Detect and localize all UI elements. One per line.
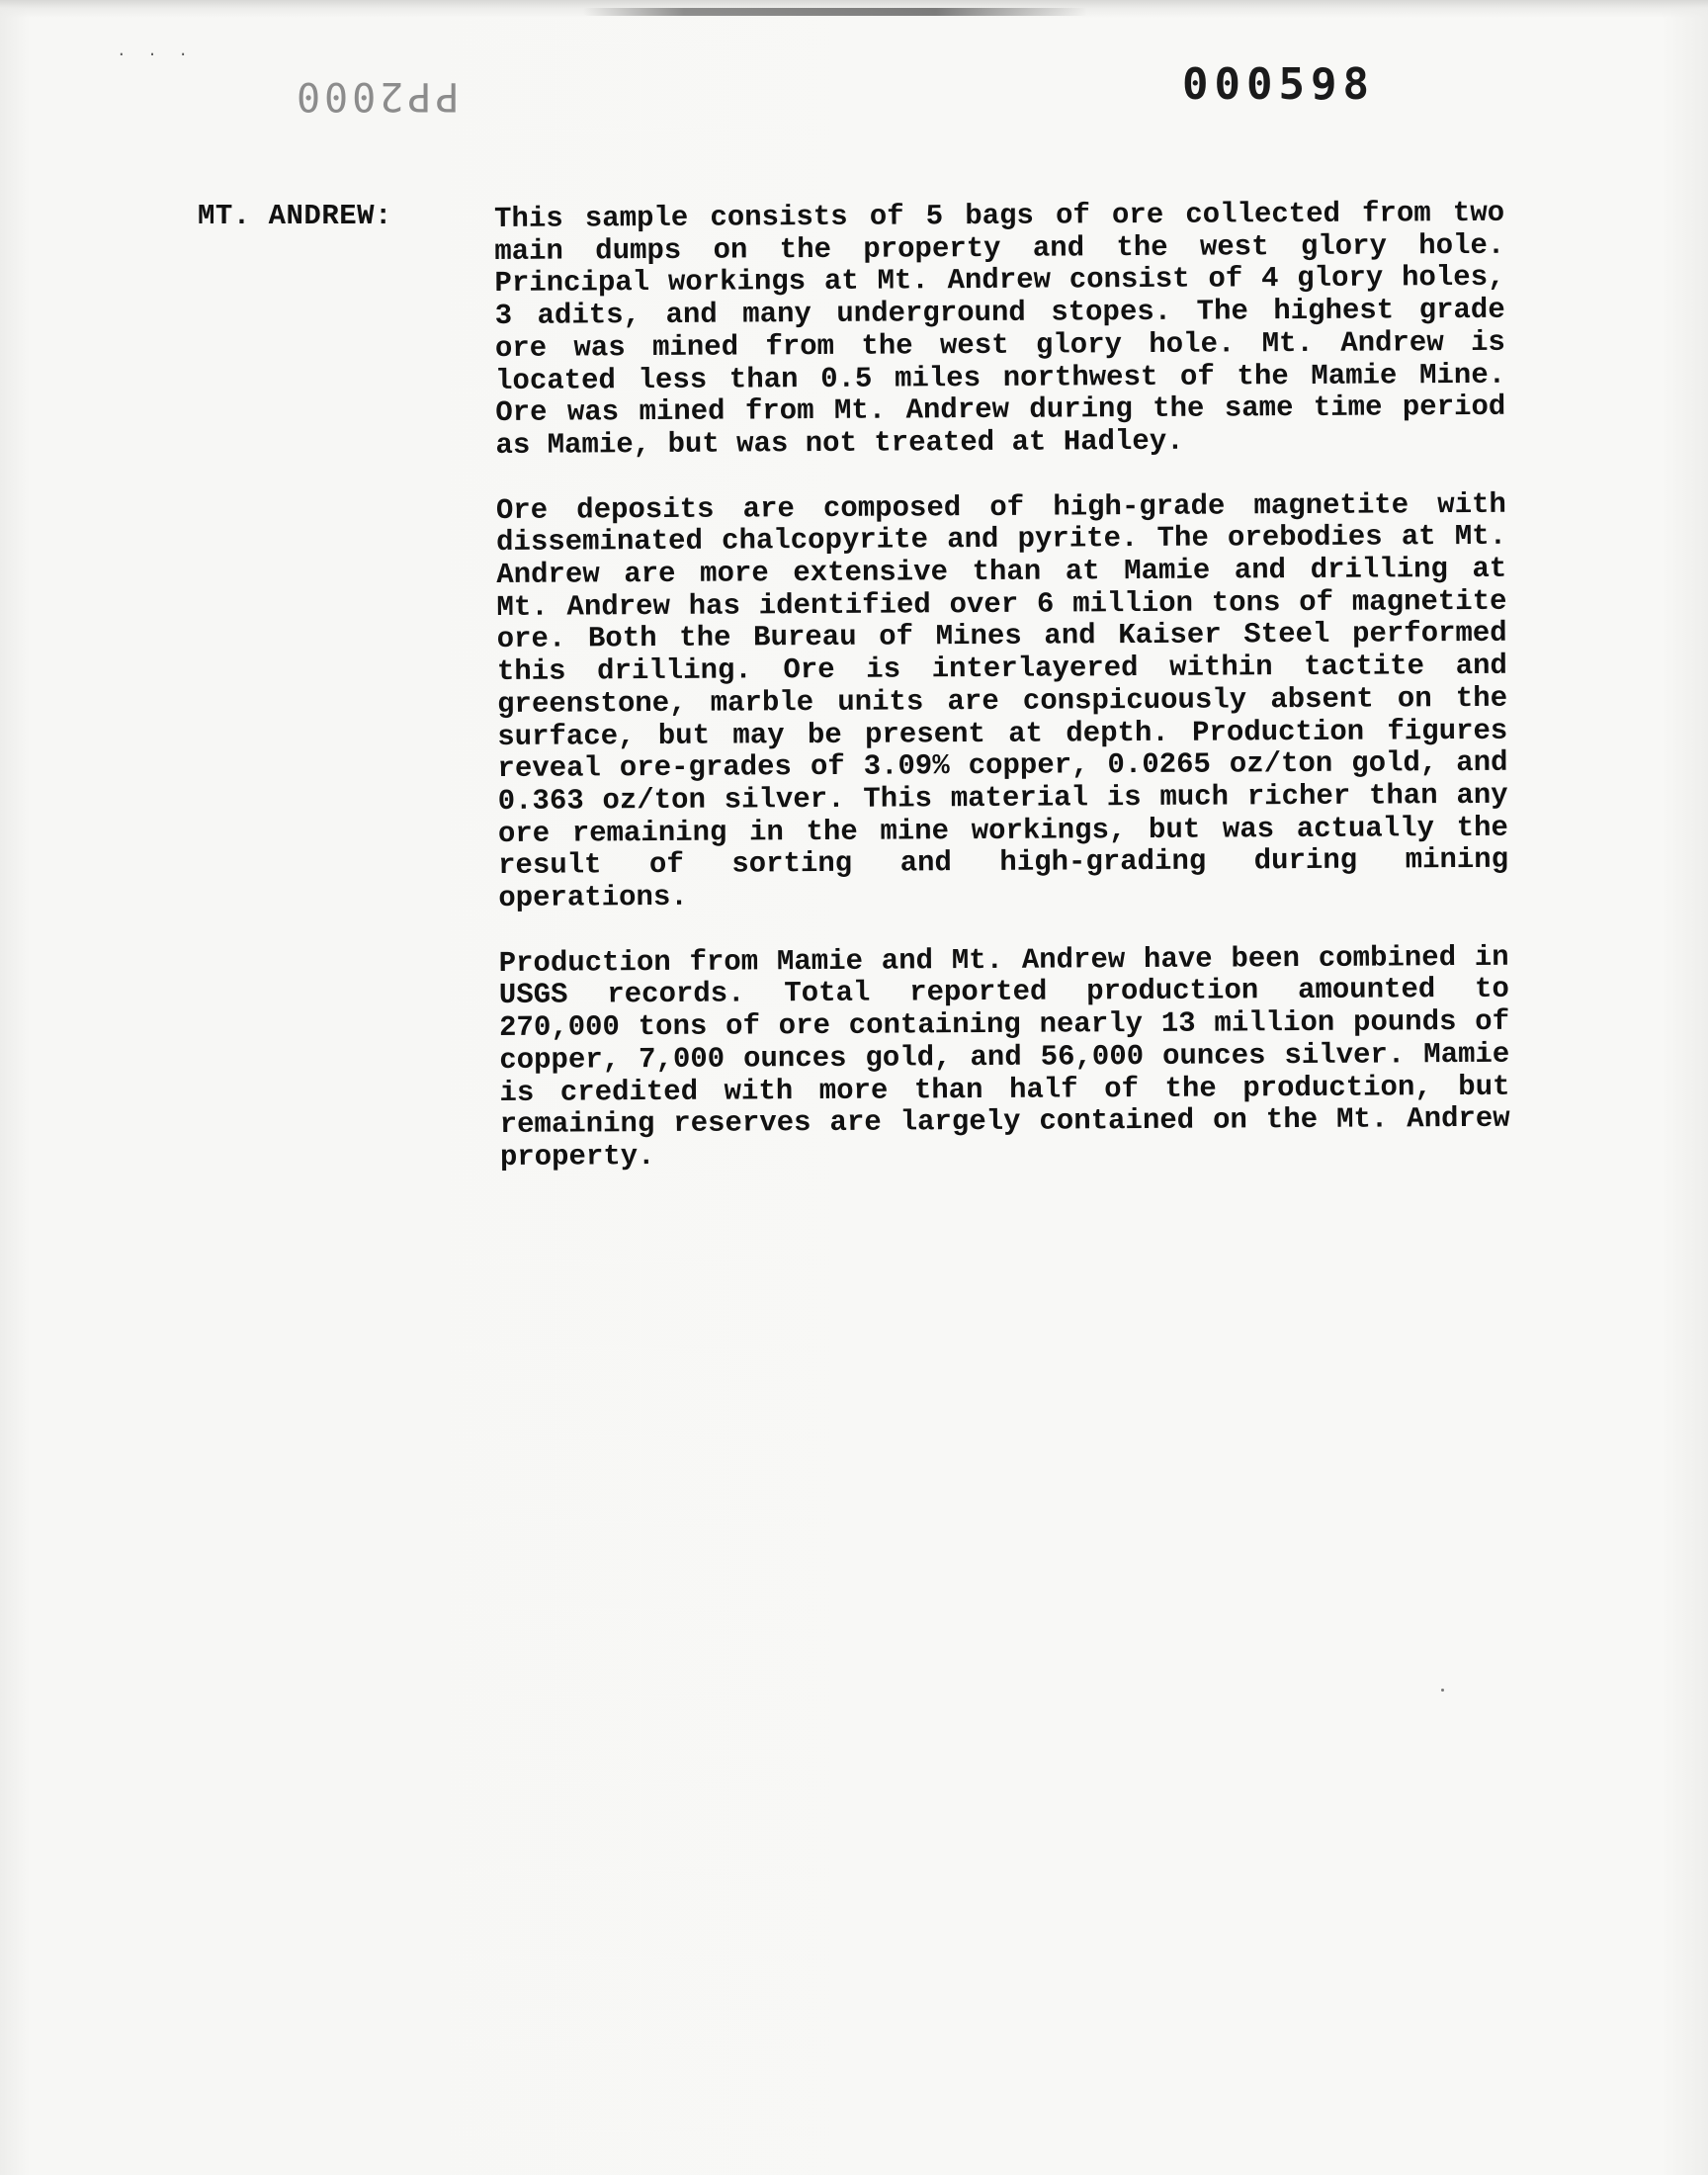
scan-speck [1441,1689,1444,1692]
paragraph-sample-description: This sample consists of 5 bags of ore collected from two main dumps on the property and the west glory hole. Principal workings at Mt. Andrew consist of 4 glory holes, 3 adits, and many underground stopes. The highest grade ore was mined from the west glory hole. Mt. Andrew is located less than 0.5 miles northwest of the Mamie Mine. Ore was mined from Mt. Andrew during the same time period as Mamie, but was not treated at Hadley. [493,196,1506,462]
page-number-stamp: 000598 [1182,59,1375,110]
inverted-page-stamp: PP2000 [293,73,460,119]
paragraph-ore-deposits: Ore deposits are composed of high-grade magnetite with disseminated chalcopyrite and pyrite. The orebodies at Mt. Andrew are more extensive than at Mamie and drilling at Mt. Andrew has identified over 6 million tons of magnetite ore. Both the Bureau of Mines and Kaiser Steel performed this drilling. Ore is interlayered within tactite and greenstone, marble units are conspicuously absent on the surface, but may be present at depth. Production figures reveal ore-grades of 3.09% copper, 0.0265 oz/ton gold, and 0.363 oz/ton silver. This material is much richer than any ore remaining in the mine workings, but was actually the result of sorting and high-grading during mining operations. [495,487,1509,915]
section-body [494,198,1510,1207]
section-heading: MT. ANDREW: [198,200,392,232]
scan-smudge [583,8,1087,16]
corner-marks: · · · [117,45,195,63]
paragraph-production: Production from Mamie and Mt. Andrew have been combined in USGS records. Total reported production amounted to 270,000 tons of ore containing nearly 13 million pounds of copper, 7,000 ounces gold, and 56,000 ounces silver. Mamie is credited with more than half of the production, but remaining reserves are largely contained on the Mt. Andrew property. [498,940,1510,1174]
